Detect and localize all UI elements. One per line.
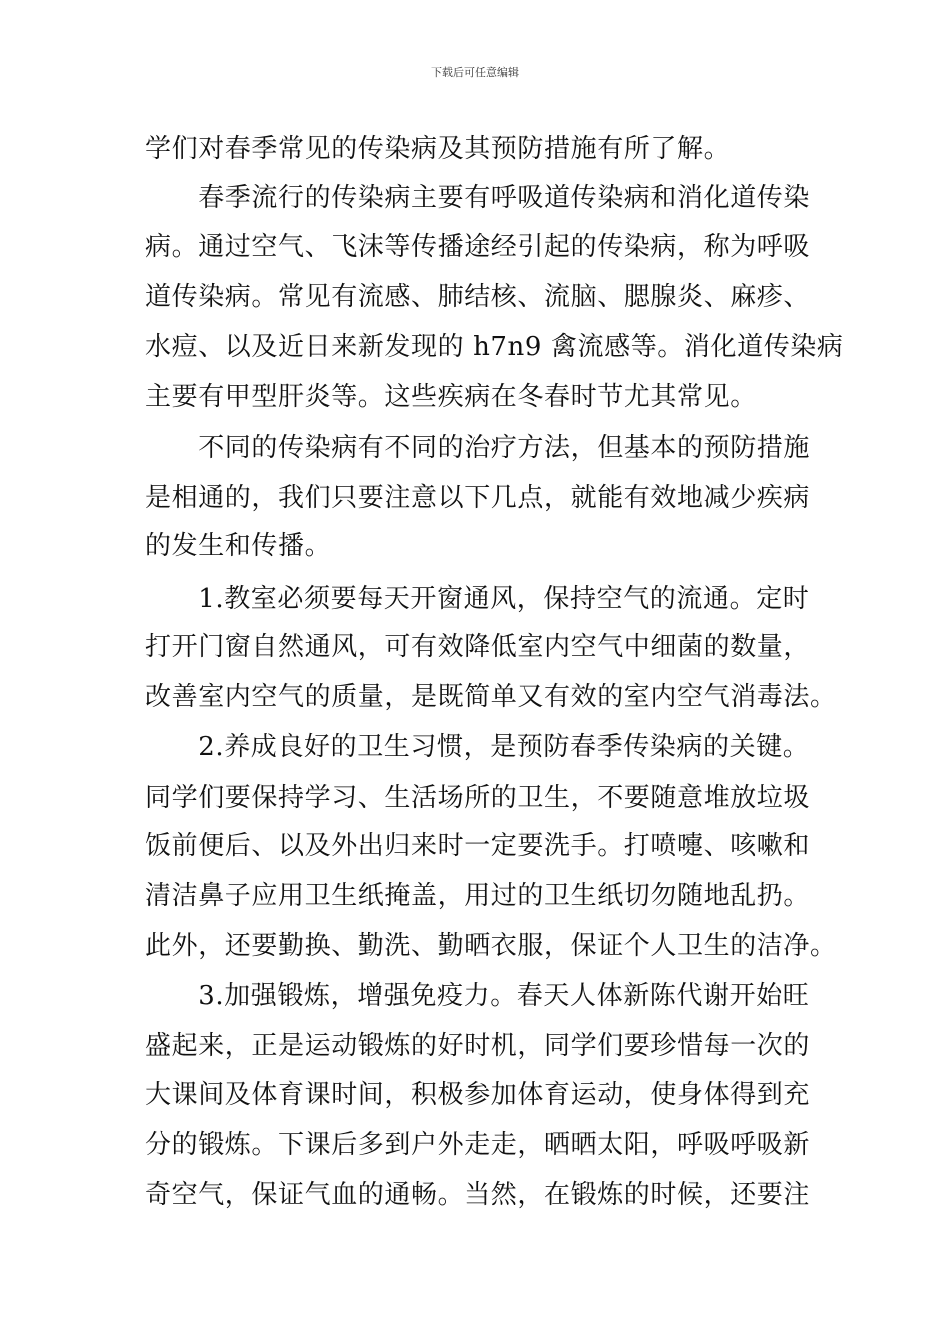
text-line: 3.加强锻炼，增强免疫力。春天人体新陈代谢开始旺: [145, 981, 810, 1011]
text-line: 主要有甲型肝炎等。这些疾病在冬春时节尤其常见。: [145, 382, 757, 412]
text-line: 1.教室必须要每天开窗通风，保持空气的流通。定时: [145, 584, 810, 614]
text-line: 春季流行的传染病主要有呼吸道传染病和消化道传染: [145, 183, 811, 213]
text-line: 分的锻炼。下课后多到户外走走，晒晒太阳，呼吸呼吸新: [145, 1130, 811, 1160]
text-line: 清洁鼻子应用卫生纸掩盖，用过的卫生纸切勿随地乱扔。: [145, 881, 811, 911]
text-line: 此外，还要勤换、勤洗、勤晒衣服，保证个人卫生的洁净。: [145, 931, 837, 961]
text-line: 大课间及体育课时间，积极参加体育运动，使身体得到充: [145, 1080, 811, 1110]
text-line: 盛起来，正是运动锻炼的好时机，同学们要珍惜每一次的: [145, 1031, 811, 1061]
text-line: 同学们要保持学习、生活场所的卫生，不要随意堆放垃圾: [145, 783, 811, 813]
text-line: 道传染病。常见有流感、肺结核、流脑、腮腺炎、麻疹、: [145, 282, 811, 312]
text-line: 是相通的，我们只要注意以下几点，就能有效地减少疾病: [145, 483, 811, 513]
text-line: 奇空气，保证气血的通畅。当然，在锻炼的时候，还要注: [145, 1180, 811, 1210]
text-line: 水痘、以及近日来新发现的 h7n9 禽流感等。消化道传染病: [145, 332, 844, 362]
text-line: 不同的传染病有不同的治疗方法，但基本的预防措施: [145, 433, 811, 463]
text-line: 2.养成良好的卫生习惯，是预防春季传染病的关键。: [145, 732, 810, 762]
text-line: 病。通过空气、飞沫等传播途经引起的传染病，称为呼吸: [145, 232, 811, 262]
text-line: 改善室内空气的质量，是既简单又有效的室内空气消毒法。: [145, 682, 837, 712]
text-line: 学们对春季常见的传染病及其预防措施有所了解。: [145, 134, 731, 164]
header-note: 下载后可任意编辑: [431, 66, 519, 79]
text-line: 打开门窗自然通风，可有效降低室内空气中细菌的数量，: [145, 632, 811, 662]
text-line: 的发生和传播。: [145, 531, 332, 561]
text-line: 饭前便后、以及外出归来时一定要洗手。打喷嚏、咳嗽和: [145, 831, 811, 861]
